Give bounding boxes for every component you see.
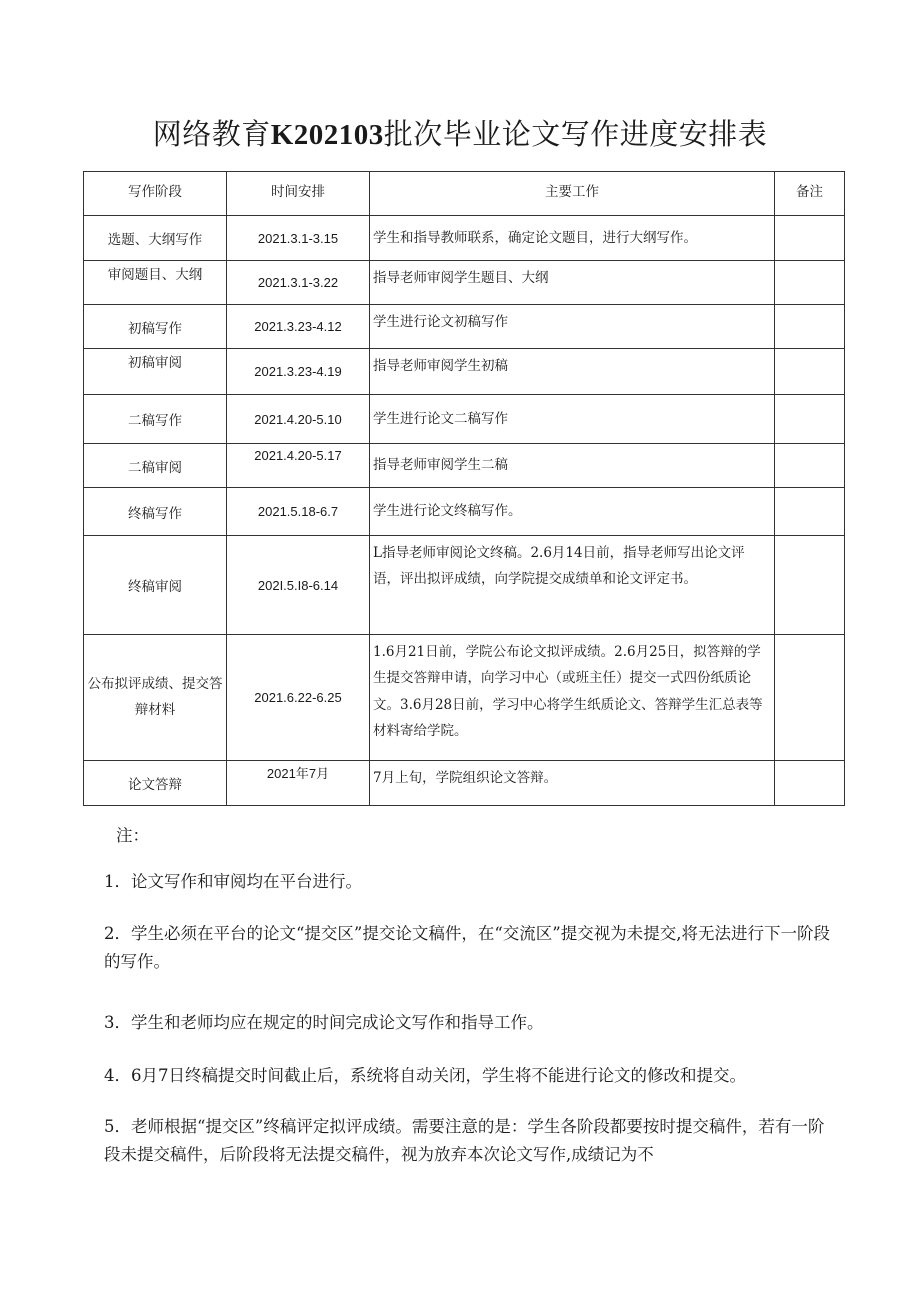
- work-cell: 指导老师审阅学生题目、大纲: [370, 261, 775, 305]
- title-batch-code: K202103: [270, 119, 384, 151]
- schedule-table: [83, 171, 845, 806]
- table-row: [84, 261, 845, 305]
- stage-cell: 初稿写作: [84, 305, 227, 349]
- time-cell: 2021.3.23-4.19: [227, 349, 370, 395]
- note-item: 3．学生和老师均应在规定的时间完成论文写作和指导工作。: [104, 1013, 544, 1032]
- table-row: [84, 488, 845, 536]
- table-row: [84, 349, 845, 395]
- table-row: [84, 761, 845, 806]
- note-cell: [775, 761, 845, 806]
- work-cell: 1.6月21日前，学院公布论文拟评成绩。2.6月25日，拟答辩的学生提交答辩申请，向学习中心（或班主任）提交一式四份纸质论文。3.6月28日前，学习中心将学生纸质论文、答辩学生汇总表等材料寄给学院。: [370, 635, 775, 761]
- note-cell: [775, 349, 845, 395]
- work-cell: 7月上旬，学院组织论文答辩。: [370, 761, 775, 806]
- work-cell: 学生进行论文初稿写作: [370, 305, 775, 349]
- note-cell: [775, 635, 845, 761]
- header-work: 主要工作: [370, 172, 775, 216]
- time-cell: 202I.5.I8-6.14: [227, 536, 370, 635]
- stage-cell: 审阅题目、大纲: [84, 261, 227, 305]
- stage-cell: 二稿审阅: [84, 444, 227, 488]
- note-cell: [775, 395, 845, 444]
- time-cell: 2021.6.22-6.25: [227, 635, 370, 761]
- table-row: [84, 216, 845, 261]
- table-row: [84, 444, 845, 488]
- note-cell: [775, 444, 845, 488]
- stage-cell: 终稿写作: [84, 488, 227, 536]
- time-cell: 2021.4.20-5.17: [227, 444, 370, 488]
- stage-cell: 终稿审阅: [84, 536, 227, 635]
- stage-cell: 论文答辩: [84, 761, 227, 806]
- note-cell: [775, 216, 845, 261]
- note-item: 5．老师根据“提交区”终稿评定拟评成绩。需要注意的是：学生各阶段都要按时提交稿件，若有一阶段未提交稿件，后阶段将无法提交稿件，视为放弃本次论文写作,成绩记为不: [104, 1117, 825, 1165]
- header-stage: 写作阶段: [84, 172, 227, 216]
- note-item: 4．6月7日终稿提交时间截止后，系统将自动关闭，学生将不能进行论文的修改和提交。: [104, 1066, 746, 1085]
- header-time: 时间安排: [227, 172, 370, 216]
- stage-cell: 二稿写作: [84, 395, 227, 444]
- notes-heading: 注：: [116, 826, 149, 845]
- page-title: [0, 112, 920, 153]
- table-row: [84, 395, 845, 444]
- table-row: [84, 305, 845, 349]
- time-cell: 2021.3.23-4.12: [227, 305, 370, 349]
- note-item: 1．论文写作和审阅均在平台进行。: [104, 872, 362, 891]
- stage-cell: 选题、大纲写作: [84, 216, 227, 261]
- header-note: 备注: [775, 172, 845, 216]
- work-cell: 指导老师审阅学生初稿: [370, 349, 775, 395]
- table-row: [84, 635, 845, 761]
- stage-cell: 公布拟评成绩、提交答辩材料: [84, 635, 227, 761]
- work-cell: L指导老师审阅论文终稿。2.6月14日前，指导老师写出论文评语，评出拟评成绩，向学院提交成绩单和论文评定书。: [370, 536, 775, 635]
- note-item: 2．学生必须在平台的论文“提交区”提交论文稿件，在“交流区”提交视为未提交,将无法进行下一阶段的写作。: [104, 924, 830, 972]
- work-cell: 学生进行论文二稿写作: [370, 395, 775, 444]
- note-cell: [775, 488, 845, 536]
- title-suffix: 批次毕业论文写作进度安排表: [383, 117, 768, 151]
- title-prefix: 网络教育: [152, 117, 271, 151]
- note-cell: [775, 305, 845, 349]
- table-row: [84, 536, 845, 635]
- work-cell: 学生进行论文终稿写作。: [370, 488, 775, 536]
- time-cell: 2021年7月: [227, 761, 370, 806]
- time-cell: 2021.3.1-3.15: [227, 216, 370, 261]
- stage-cell: 初稿审阅: [84, 349, 227, 395]
- note-cell: [775, 536, 845, 635]
- table-header-row: [84, 172, 845, 216]
- time-cell: 2021.4.20-5.10: [227, 395, 370, 444]
- work-cell: 指导老师审阅学生二稿: [370, 444, 775, 488]
- work-cell: 学生和指导教师联系，确定论文题目，进行大纲写作。: [370, 216, 775, 261]
- note-cell: [775, 261, 845, 305]
- time-cell: 2021.5.18-6.7: [227, 488, 370, 536]
- time-cell: 2021.3.1-3.22: [227, 261, 370, 305]
